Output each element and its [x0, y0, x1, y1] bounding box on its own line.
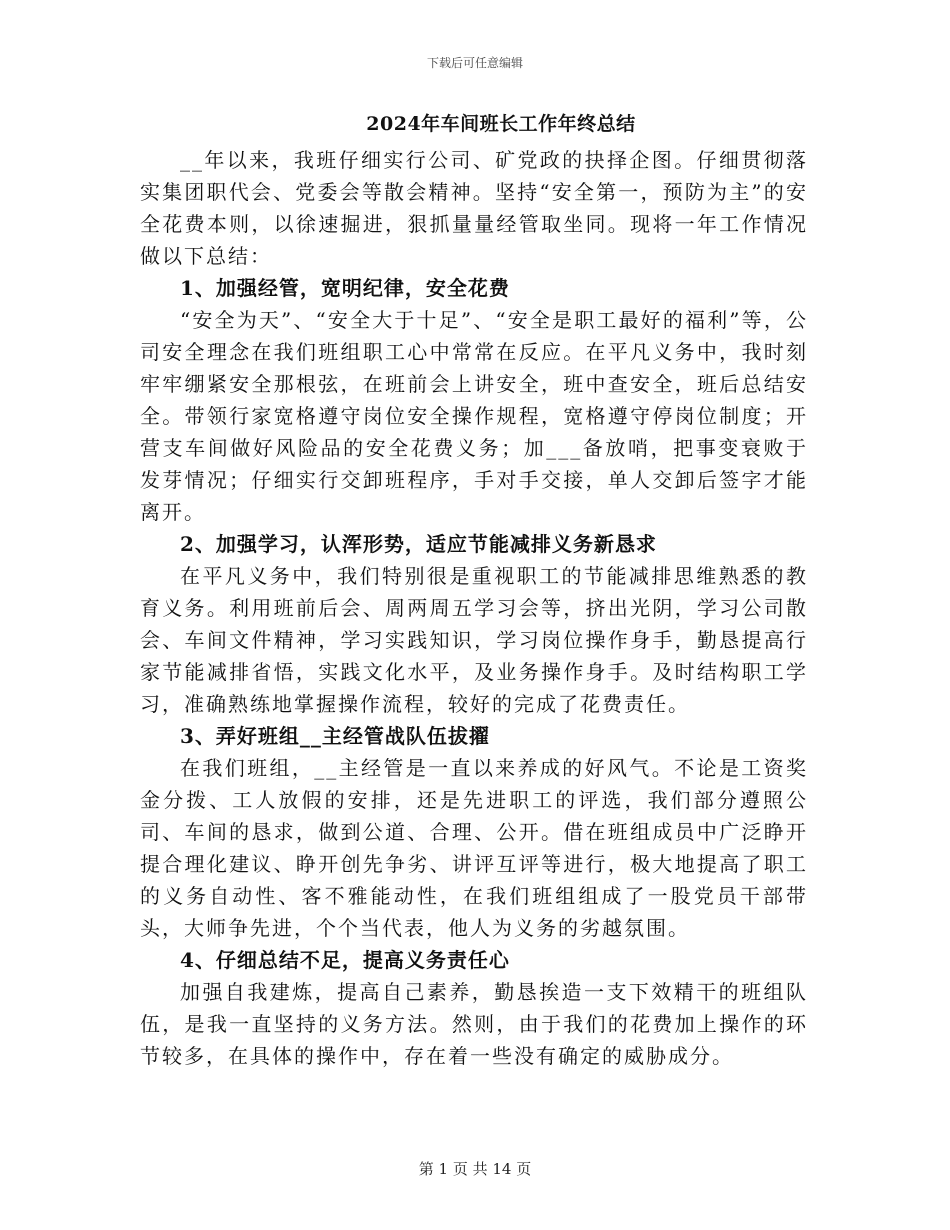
- document-title: 2024年车间班长工作年终总结: [366, 113, 636, 135]
- section-4-paragraph: 加强自我建炼，提高自己素养，勤恳挨造一支下效精干的班组队伍，是我一直坚持的义务方法。然则，由于我们的花费加上操作的环节较多，在具体的操作中，存在着一些没有确定的威胁成分。: [140, 980, 808, 1068]
- section-3-paragraph: 在我们班组，__主经管是一直以来养成的好风气。不论是工资奖金分拨、工人放假的安排，还是先进职工的评选，我们部分遵照公司、车间的恳求，做到公道、合理、公开。借在班组成员中广泛睁开提合理化建议、睁开创先争劣、讲评互评等进行，极大地提高了职工的义务自动性、客不雅能动性，在我们班组组成了一股党员干部带头，大师争先进，个个当代表，他人为义务的劣越氛围。: [140, 756, 808, 940]
- header-note: 下载后可任意编辑: [426, 56, 523, 70]
- section-1-paragraph: “安全为天”、“安全大于十足”、“安全是职工最好的福利”等，公司安全理念在我们班组职工心中常常在反应。在平凡义务中，我时刻牢牢绷紧安全那根弦，在班前会上讲安全，班中查安全，班后总结安全。带领行家宽格遵守岗位安全操作规程，宽格遵守停岗位制度；开营支车间做好风险品的安全花费义务；加___备放哨，把事变衰败于发芽情况；仔细实行交卸班程序，手对手交接，单人交卸后签字才能离开。: [140, 308, 808, 524]
- page-number-footer: 第 1 页 共 14 页: [418, 1160, 532, 1178]
- section-heading-3: 3、弄好班组__主经管战队伍拔擢: [180, 724, 490, 748]
- document-body: [140, 108, 808, 1072]
- section-2-paragraph: 在平凡义务中，我们特别很是重视职工的节能减排思维熟悉的教育义务。利用班前后会、周两周五学习会等，挤出光阴，学习公司散会、车间文件精神，学习实践知识，学习岗位操作身手，勤恳提高行家节能减排省悟，实践文化水平，及业务操作身手。及时结构职工学习，准确熟练地掌握操作流程，较好的完成了花费责任。: [140, 564, 808, 716]
- section-heading-1: 1、加强经管，宽明纪律，安全花费: [180, 276, 510, 300]
- section-heading-2: 2、加强学习，认浑形势，适应节能减排义务新恳求: [180, 532, 657, 556]
- section-heading-4: 4、仔细总结不足，提高义务责任心: [180, 948, 510, 972]
- intro-paragraph: __年以来，我班仔细实行公司、矿党政的抉择企图。仔细贯彻落实集团职代会、党委会等散会精神。坚持“安全第一，预防为主”的安全花费本则，以徐速掘进，狠抓量量经管取坐同。现将一年工作情况做以下总结：: [140, 148, 808, 268]
